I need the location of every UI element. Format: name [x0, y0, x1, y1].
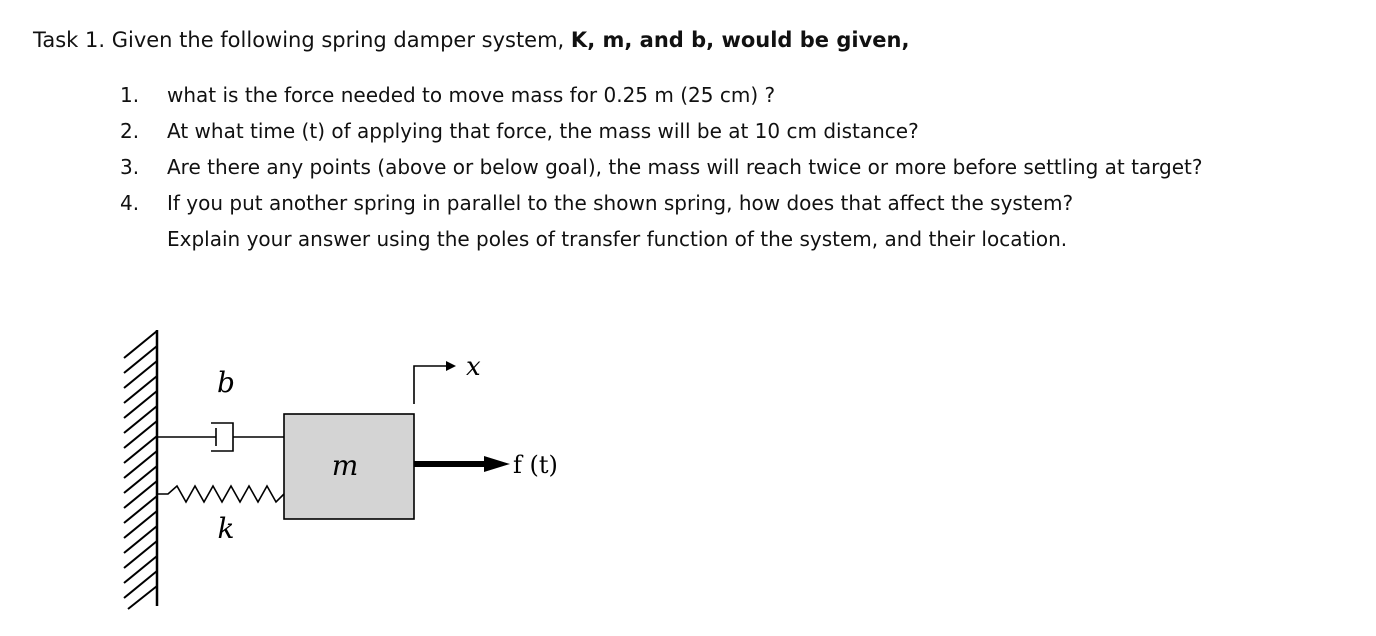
question-text: If you put another spring in parallel to the shown spring, how does that affect the system? — [167, 191, 1074, 215]
mass-label: m — [331, 449, 359, 482]
question-text: what is the force needed to move mass for 0.25 m (25 cm) ? — [167, 83, 776, 107]
question-text: Are there any points (above or below goal), the mass will reach twice or more before settling at target? — [167, 155, 1203, 179]
question-number: 3. — [120, 155, 140, 179]
question-text: Explain your answer using the poles of transfer function of the system, and their location. — [167, 227, 1068, 251]
task-title-bold: K, m, and b, would be given, — [570, 28, 910, 52]
task-title-prefix: Task 1. Given the following spring damper system, — [33, 28, 571, 52]
wall-hatching — [124, 331, 157, 609]
question-number: 1. — [120, 83, 140, 107]
displacement-arrow — [414, 361, 456, 404]
damper-label: b — [217, 366, 235, 399]
wall — [124, 330, 157, 609]
spring-label: k — [217, 512, 235, 545]
question-text: At what time (t) of applying that force, the mass will be at 10 cm distance? — [167, 119, 919, 143]
question-number: 2. — [120, 119, 140, 143]
question-number: 4. — [120, 191, 140, 215]
force-label: f (t) — [513, 451, 558, 479]
displacement-label: x — [466, 352, 481, 382]
damper — [157, 423, 284, 451]
spring — [157, 486, 284, 502]
force-arrow — [414, 456, 510, 472]
